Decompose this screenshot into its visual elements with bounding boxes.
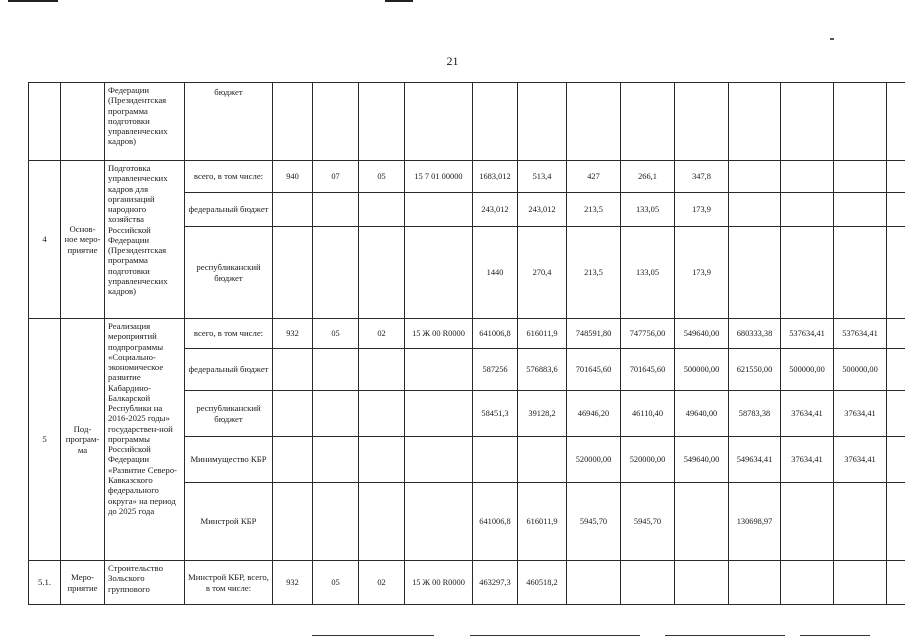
value-cell <box>887 437 905 483</box>
funding-source-cell: бюджет <box>185 83 273 161</box>
rz-cell: 07 <box>313 161 359 193</box>
row-number-cell: 5.1. <box>29 561 61 605</box>
value-cell: 213,5 <box>567 193 621 227</box>
csr-cell: 15 Ж 00 R0000 <box>405 561 473 605</box>
pr-cell: 05 <box>359 161 405 193</box>
grbs-cell: 932 <box>273 561 313 605</box>
value-cell <box>834 193 887 227</box>
funding-source-cell: республиканский бюджет <box>185 391 273 437</box>
pr-cell <box>359 391 405 437</box>
csr-cell <box>405 437 473 483</box>
grbs-cell: 932 <box>273 319 313 349</box>
grbs-cell <box>273 483 313 561</box>
value-cell: 500000,00 <box>781 349 834 391</box>
csr-cell <box>405 349 473 391</box>
value-cell: 58451,3 <box>473 391 518 437</box>
value-cell: 621550,00 <box>729 349 781 391</box>
value-cell: 616011,9 <box>518 483 567 561</box>
rz-cell <box>313 437 359 483</box>
budget-table <box>28 82 905 605</box>
value-cell: 270,4 <box>518 227 567 319</box>
table-row <box>29 319 905 349</box>
value-cell: 427 <box>567 161 621 193</box>
value-cell <box>621 83 675 161</box>
rz-cell <box>313 483 359 561</box>
grbs-cell: 940 <box>273 161 313 193</box>
rz-cell <box>313 83 359 161</box>
value-cell <box>887 319 905 349</box>
value-cell: 549640,00 <box>675 437 729 483</box>
value-cell: 266,1 <box>621 161 675 193</box>
funding-source-cell: республиканский бюджет <box>185 227 273 319</box>
csr-cell: 15 7 01 00000 <box>405 161 473 193</box>
table-row <box>29 83 905 161</box>
value-cell <box>781 193 834 227</box>
funding-source-cell: Минимущество КБР <box>185 437 273 483</box>
value-cell: 520000,00 <box>567 437 621 483</box>
value-cell <box>567 83 621 161</box>
value-cell <box>834 561 887 605</box>
csr-cell <box>405 83 473 161</box>
value-cell <box>887 483 905 561</box>
value-cell <box>473 437 518 483</box>
value-cell: 1683,012 <box>473 161 518 193</box>
value-cell: 347,8 <box>675 161 729 193</box>
pr-cell <box>359 193 405 227</box>
value-cell: 549640,00 <box>675 319 729 349</box>
funding-source-cell: Минстрой КБР <box>185 483 273 561</box>
value-cell: 537634,41 <box>781 319 834 349</box>
grbs-cell <box>273 227 313 319</box>
value-cell: 616011,9 <box>518 319 567 349</box>
value-cell: 213,5 <box>567 227 621 319</box>
value-cell: 500000,00 <box>675 349 729 391</box>
value-cell <box>887 161 905 193</box>
value-cell <box>675 83 729 161</box>
scan-mark <box>8 0 58 2</box>
value-cell: 5945,70 <box>621 483 675 561</box>
value-cell: 549634,41 <box>729 437 781 483</box>
value-cell <box>621 561 675 605</box>
rz-cell <box>313 193 359 227</box>
value-cell: 641006,8 <box>473 319 518 349</box>
scan-mark <box>665 635 785 636</box>
row-number-cell: 4 <box>29 161 61 319</box>
value-cell <box>781 83 834 161</box>
value-cell: 513,4 <box>518 161 567 193</box>
value-cell: 641006,8 <box>473 483 518 561</box>
value-cell: 1440 <box>473 227 518 319</box>
value-cell: 748591,80 <box>567 319 621 349</box>
row-number-cell <box>29 83 61 161</box>
scan-mark <box>385 0 413 2</box>
value-cell: 701645,60 <box>621 349 675 391</box>
value-cell <box>781 227 834 319</box>
value-cell: 520000,00 <box>621 437 675 483</box>
value-cell: 463297,3 <box>473 561 518 605</box>
row-name-cell: Реализация мероприятий подпрограммы «Социально-экономическое развитие Кабардино-Балкарской Республики на 2016-2025 годы» государствен-ной программы Российской Федерации «Развитие Северо-Кавказского федерального округа» на период до 2025 года <box>105 319 185 561</box>
value-cell <box>834 83 887 161</box>
value-cell <box>518 437 567 483</box>
value-cell: 243,012 <box>518 193 567 227</box>
value-cell: 46110,40 <box>621 391 675 437</box>
value-cell <box>729 193 781 227</box>
value-cell <box>473 83 518 161</box>
value-cell <box>887 193 905 227</box>
funding-source-cell: всего, в том числе: <box>185 319 273 349</box>
grbs-cell <box>273 391 313 437</box>
value-cell: 747756,00 <box>621 319 675 349</box>
value-cell: 680333,38 <box>729 319 781 349</box>
grbs-cell <box>273 349 313 391</box>
row-name-cell: Федерации (Президентская программа подготовки управленческих кадров) <box>105 83 185 161</box>
scan-mark <box>830 38 834 40</box>
value-cell <box>729 561 781 605</box>
grbs-cell <box>273 437 313 483</box>
value-cell <box>567 561 621 605</box>
value-cell: 537634,41 <box>834 319 887 349</box>
row-kind-cell: Под-програм-ма <box>61 319 105 561</box>
value-cell <box>887 391 905 437</box>
row-number-cell: 5 <box>29 319 61 561</box>
pr-cell <box>359 349 405 391</box>
value-cell: 701645,60 <box>567 349 621 391</box>
pr-cell: 02 <box>359 561 405 605</box>
value-cell <box>887 561 905 605</box>
rz-cell: 05 <box>313 319 359 349</box>
row-kind-cell: Меро-приятие <box>61 561 105 605</box>
pr-cell <box>359 83 405 161</box>
value-cell <box>781 561 834 605</box>
value-cell: 130698,97 <box>729 483 781 561</box>
value-cell <box>834 161 887 193</box>
value-cell <box>781 483 834 561</box>
value-cell <box>675 561 729 605</box>
funding-source-cell: федеральный бюджет <box>185 193 273 227</box>
csr-cell <box>405 193 473 227</box>
csr-cell <box>405 483 473 561</box>
value-cell: 58783,38 <box>729 391 781 437</box>
value-cell <box>834 483 887 561</box>
value-cell <box>834 227 887 319</box>
value-cell: 587256 <box>473 349 518 391</box>
value-cell: 37634,41 <box>834 391 887 437</box>
rz-cell <box>313 227 359 319</box>
value-cell: 576883,6 <box>518 349 567 391</box>
value-cell: 49640,00 <box>675 391 729 437</box>
table-row <box>29 561 905 605</box>
pr-cell: 02 <box>359 319 405 349</box>
funding-source-cell: всего, в том числе: <box>185 161 273 193</box>
scan-mark <box>800 635 870 636</box>
rz-cell <box>313 391 359 437</box>
rz-cell: 05 <box>313 561 359 605</box>
row-name-cell: Строительство Зольского группового <box>105 561 185 605</box>
csr-cell: 15 Ж 00 R0000 <box>405 319 473 349</box>
csr-cell <box>405 391 473 437</box>
value-cell: 5945,70 <box>567 483 621 561</box>
value-cell: 46946,20 <box>567 391 621 437</box>
value-cell <box>729 227 781 319</box>
value-cell: 133,05 <box>621 193 675 227</box>
pr-cell <box>359 483 405 561</box>
value-cell <box>887 227 905 319</box>
rz-cell <box>313 349 359 391</box>
pr-cell <box>359 227 405 319</box>
pr-cell <box>359 437 405 483</box>
value-cell: 37634,41 <box>781 437 834 483</box>
csr-cell <box>405 227 473 319</box>
row-kind-cell: Основ-ное меро-приятие <box>61 161 105 319</box>
funding-source-cell: Минстрой КБР, всего, в том числе: <box>185 561 273 605</box>
table-row <box>29 161 905 193</box>
value-cell: 133,05 <box>621 227 675 319</box>
value-cell <box>675 483 729 561</box>
row-name-cell: Подготовка управленческих кадров для организаций народного хозяйства Российской Федерации (Президентская программа подготовки управленческих кадров) <box>105 161 185 319</box>
scan-mark <box>470 635 640 636</box>
value-cell: 39128,2 <box>518 391 567 437</box>
value-cell: 500000,00 <box>834 349 887 391</box>
value-cell <box>518 83 567 161</box>
funding-source-cell: федеральный бюджет <box>185 349 273 391</box>
row-kind-cell <box>61 83 105 161</box>
value-cell <box>729 83 781 161</box>
page-number: 21 <box>446 54 459 68</box>
scan-mark <box>312 635 434 636</box>
value-cell <box>887 349 905 391</box>
value-cell <box>729 161 781 193</box>
value-cell <box>887 83 905 161</box>
value-cell: 460518,2 <box>518 561 567 605</box>
grbs-cell <box>273 193 313 227</box>
value-cell: 173,9 <box>675 227 729 319</box>
value-cell: 243,012 <box>473 193 518 227</box>
value-cell: 37634,41 <box>781 391 834 437</box>
grbs-cell <box>273 83 313 161</box>
value-cell: 173,9 <box>675 193 729 227</box>
value-cell: 37634,41 <box>834 437 887 483</box>
value-cell <box>781 161 834 193</box>
